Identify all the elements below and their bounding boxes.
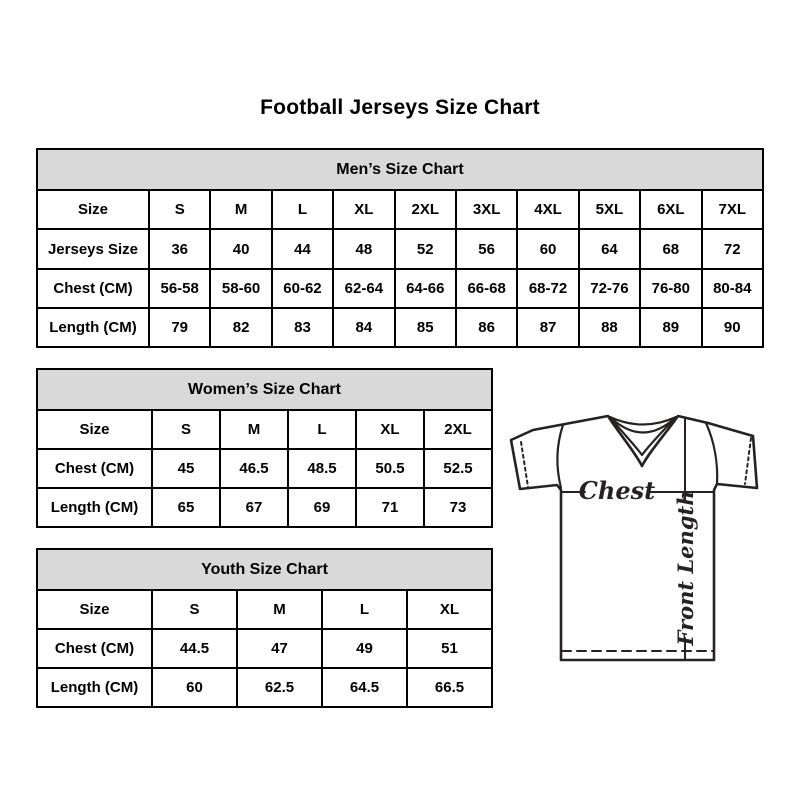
value-cell: 85 xyxy=(395,308,456,347)
table-row xyxy=(37,269,763,308)
table-row xyxy=(37,449,492,488)
value-cell: 62.5 xyxy=(237,668,322,707)
value-cell: 2XL xyxy=(395,190,456,229)
value-cell: 83 xyxy=(272,308,333,347)
value-cell: 46.5 xyxy=(220,449,288,488)
jersey-outline xyxy=(511,416,757,660)
value-cell: 48.5 xyxy=(288,449,356,488)
row-header-cell: Size xyxy=(37,590,152,629)
value-cell: 44.5 xyxy=(152,629,237,668)
youth-size-table xyxy=(36,548,493,708)
row-header-cell: Length (CM) xyxy=(37,308,149,347)
value-cell: 60-62 xyxy=(272,269,333,308)
value-cell: 64-66 xyxy=(395,269,456,308)
value-cell: 44 xyxy=(272,229,333,268)
table-row xyxy=(37,229,763,268)
value-cell: 82 xyxy=(210,308,271,347)
jersey-measurement-diagram xyxy=(505,398,765,690)
front-length-measure-label: Front Length xyxy=(673,490,698,646)
row-header-cell: Length (CM) xyxy=(37,668,152,707)
value-cell: 79 xyxy=(149,308,210,347)
value-cell: 64.5 xyxy=(322,668,407,707)
table-row xyxy=(37,308,763,347)
value-cell: 52.5 xyxy=(424,449,492,488)
value-cell: 47 xyxy=(237,629,322,668)
value-cell: 76-80 xyxy=(640,269,701,308)
value-cell: 71 xyxy=(356,488,424,527)
table-row xyxy=(37,190,763,229)
row-header-cell: Chest (CM) xyxy=(37,269,149,308)
table-title: Youth Size Chart xyxy=(37,549,492,590)
value-cell: 45 xyxy=(152,449,220,488)
value-cell: 80-84 xyxy=(702,269,763,308)
table-title: Men’s Size Chart xyxy=(37,149,763,190)
value-cell: 51 xyxy=(407,629,492,668)
table-row xyxy=(37,629,492,668)
womens-size-table xyxy=(36,368,493,528)
value-cell: 90 xyxy=(702,308,763,347)
value-cell: S xyxy=(149,190,210,229)
value-cell: 72-76 xyxy=(579,269,640,308)
row-header-cell: Length (CM) xyxy=(37,488,152,527)
value-cell: 50.5 xyxy=(356,449,424,488)
value-cell: L xyxy=(272,190,333,229)
value-cell: S xyxy=(152,590,237,629)
table-title: Women’s Size Chart xyxy=(37,369,492,410)
value-cell: 6XL xyxy=(640,190,701,229)
value-cell: 40 xyxy=(210,229,271,268)
row-header-cell: Size xyxy=(37,410,152,449)
row-header-cell: Chest (CM) xyxy=(37,629,152,668)
value-cell: 67 xyxy=(220,488,288,527)
value-cell: 87 xyxy=(517,308,578,347)
value-cell: L xyxy=(288,410,356,449)
value-cell: M xyxy=(210,190,271,229)
value-cell: 72 xyxy=(702,229,763,268)
collar-back-curve xyxy=(610,417,676,425)
value-cell: 56 xyxy=(456,229,517,268)
table-row xyxy=(37,668,492,707)
value-cell: 68 xyxy=(640,229,701,268)
value-cell: M xyxy=(237,590,322,629)
value-cell: 4XL xyxy=(517,190,578,229)
value-cell: 49 xyxy=(322,629,407,668)
row-header-cell: Jerseys Size xyxy=(37,229,149,268)
value-cell: 3XL xyxy=(456,190,517,229)
value-cell: 86 xyxy=(456,308,517,347)
value-cell: 60 xyxy=(152,668,237,707)
value-cell: 89 xyxy=(640,308,701,347)
value-cell: 7XL xyxy=(702,190,763,229)
mens-size-table xyxy=(36,148,764,348)
chest-measure-label: Chest xyxy=(578,476,656,505)
value-cell: 58-60 xyxy=(210,269,271,308)
value-cell: 69 xyxy=(288,488,356,527)
value-cell: 56-58 xyxy=(149,269,210,308)
table-row xyxy=(37,590,492,629)
row-header-cell: Size xyxy=(37,190,149,229)
value-cell: 52 xyxy=(395,229,456,268)
value-cell: 5XL xyxy=(579,190,640,229)
value-cell: XL xyxy=(407,590,492,629)
value-cell: S xyxy=(152,410,220,449)
page-title: Football Jerseys Size Chart xyxy=(260,96,540,119)
value-cell: XL xyxy=(356,410,424,449)
value-cell: 64 xyxy=(579,229,640,268)
value-cell: 66.5 xyxy=(407,668,492,707)
value-cell: 88 xyxy=(579,308,640,347)
value-cell: 36 xyxy=(149,229,210,268)
table-row xyxy=(37,488,492,527)
value-cell: L xyxy=(322,590,407,629)
value-cell: 48 xyxy=(333,229,394,268)
table-title-row xyxy=(37,369,492,410)
value-cell: 73 xyxy=(424,488,492,527)
value-cell: 66-68 xyxy=(456,269,517,308)
value-cell: 65 xyxy=(152,488,220,527)
table-title-row xyxy=(37,549,492,590)
table-title-row xyxy=(37,149,763,190)
value-cell: 84 xyxy=(333,308,394,347)
row-header-cell: Chest (CM) xyxy=(37,449,152,488)
value-cell: M xyxy=(220,410,288,449)
value-cell: 60 xyxy=(517,229,578,268)
value-cell: 62-64 xyxy=(333,269,394,308)
value-cell: 68-72 xyxy=(517,269,578,308)
table-row xyxy=(37,410,492,449)
value-cell: XL xyxy=(333,190,394,229)
value-cell: 2XL xyxy=(424,410,492,449)
